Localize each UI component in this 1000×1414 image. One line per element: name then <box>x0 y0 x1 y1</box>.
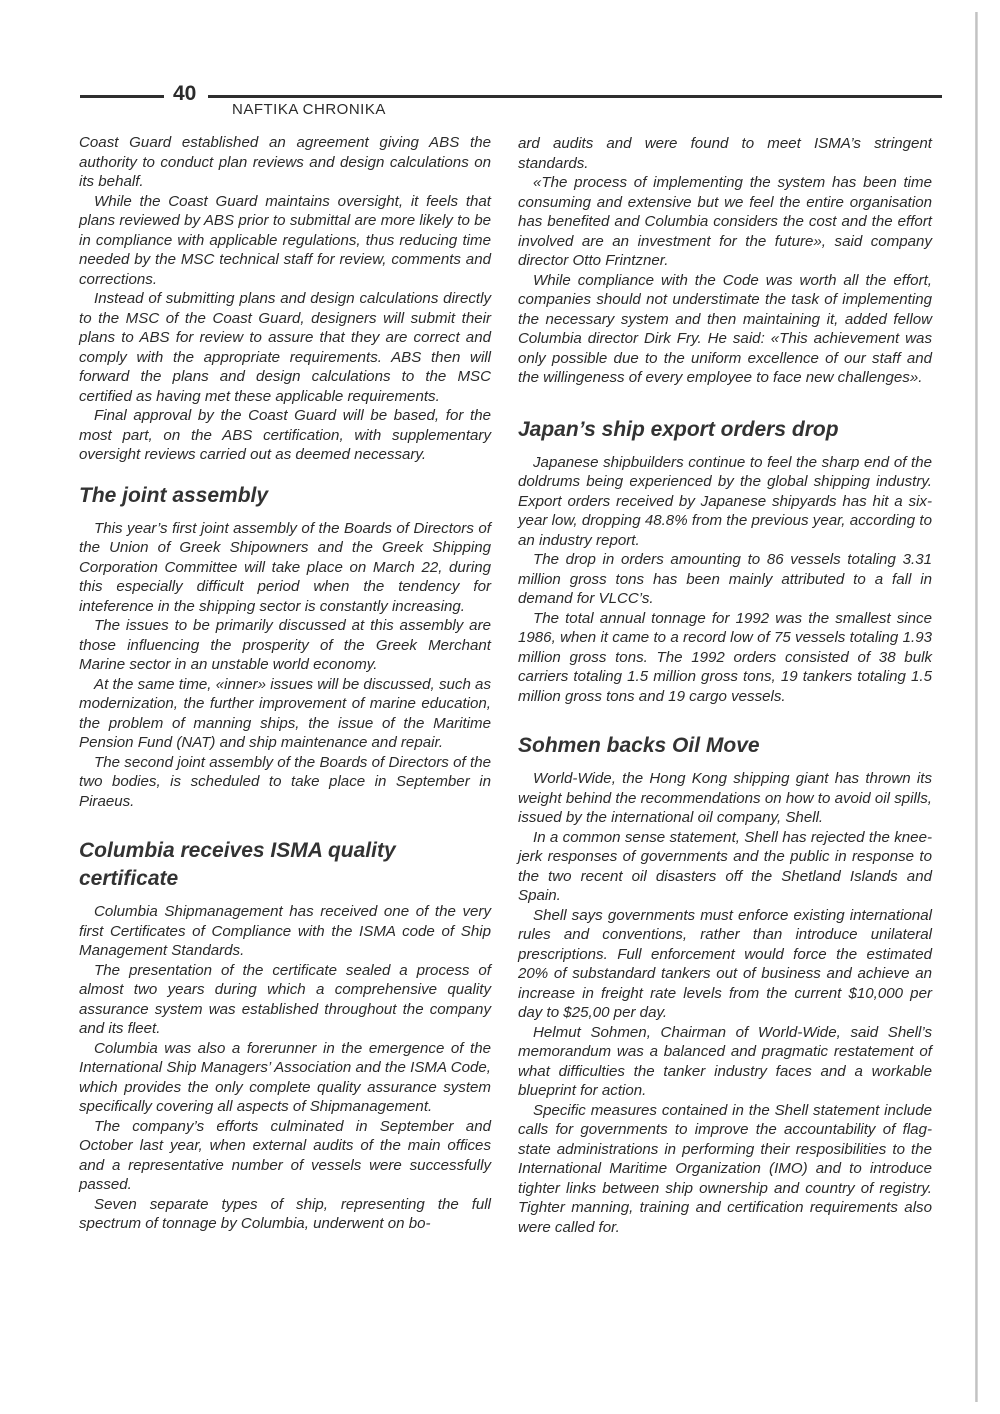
paragraph: Specific measures contained in the Shell statement include calls for governments to improve the accountability of flag-state administrations in performing their resposibilities to the International Maritime Organization (IMO) and to introduce tighter links between ship ownership and country of registry. Tighter manning, training and certification requirements also were called for. <box>518 1101 932 1236</box>
left-column <box>79 133 491 1234</box>
paragraph: The drop in orders amounting to 86 vessels totaling 3.31 million gross tons has been mainly attributed to a fall in demand for VLCC’s. <box>518 551 932 607</box>
paragraph: The presentation of the certificate sealed a process of almost two years during which a comprehensive quality assurance system was established throughout the company and its fleet. <box>79 961 491 1037</box>
header-rule-right <box>208 95 942 98</box>
paragraph: Coast Guard established an agreement giving ABS the authority to conduct plan reviews and design calculations on its behalf. <box>79 134 491 190</box>
paragraph: «The process of implementing the system has been time consuming and extensive but we feel the entire organisation has benefited and Columbia considers the cost and the effort involved are an investment for the future», said company director Otto Frintzner. <box>518 174 932 269</box>
paragraph: Shell says governments must enforce existing international rules and conventions, rather than introduce unilateral prescriptions. Full enforcement would force the estimated 20% of substandard tankers out of business and achieve an increase in freight rate levels from the current $10,000 per day to $25,00 per day. <box>518 906 932 1021</box>
paragraph: Instead of submitting plans and design calculations directly to the MSC of the Coast Guard, designers will submit their plans to ABS for review to assure that they are correct and comply with the appropriate requirements. ABS then will forward the plans and design calculations to the MSC certified as having met these applicable requirements. <box>79 290 491 405</box>
paragraph: ard audits and were found to meet ISMA’s stringent standards. <box>518 135 932 172</box>
paragraph: At the same time, «inner» issues will be discussed, such as modernization, the further improvement of marine education, the problem of manning ships, the issue of the Maritime Pension Fund (NAT) and ship maintenance and repair. <box>79 675 491 751</box>
paragraph: Japanese shipbuilders continue to feel the sharp end of the doldrums being experienced by the global shipping industry. Export orders received by Japanese shipyards has hit a six-year low, dropping 48.8% from the previous year, according to an industry report. <box>518 453 932 549</box>
article-columbia-continued <box>518 134 932 388</box>
article-abs-continued <box>79 133 491 465</box>
paragraph: While the Coast Guard maintains oversight, it feels that plans reviewed by ABS prior to submittal are more likely to be in compliance with applicable regulations, thus reducing time needed by the MSC technical staff for review, comments and corrections. <box>79 192 491 288</box>
paragraph: Columbia was also a forerunner in the emergence of the International Ship Managers’ Association and the ISMA Code, which provides the only complete quality assurance system specifically covering all aspects of Shipmanagement. <box>79 1039 491 1115</box>
paragraph: Helmut Sohmen, Chairman of World-Wide, said Shell’s memorandum was a balanced and pragmatic restatement of what difficulties the tanker industry faces and a workable blueprint for action. <box>518 1023 932 1099</box>
paragraph: World-Wide, the Hong Kong shipping giant has thrown its weight behind the recommendations on how to avoid oil spills, issued by the international oil company, Shell. <box>518 770 932 826</box>
paragraph: The issues to be primarily discussed at this assembly are those influencing the prosperity of the Greek Merchant Marine sector in an unstable world economy. <box>79 617 491 673</box>
article-columbia <box>79 837 491 1234</box>
article-japan <box>518 416 932 707</box>
paragraph: The second joint assembly of the Boards of Directors of the two bodies, is scheduled to take place in September in Piraeus. <box>79 753 491 810</box>
publication-title: NAFTIKA CHRONIKA <box>232 101 386 118</box>
article-heading: The joint assembly <box>79 483 269 507</box>
paragraph: The total annual tonnage for 1992 was the smallest since 1986, when it came to a record low of 75 vessels totaling 1.93 million gross tons. The 1992 orders consisted of 38 bulk carriers totaling 1.5 million gross tons, 19 tankers totaling 1.5 million gross tons and 19 cargo vessels. <box>518 609 932 705</box>
paragraph: The company’s efforts culminated in September and October last year, when external audits of the main offices and a representative number of vessels were successfully passed. <box>79 1117 491 1193</box>
article-heading: Columbia receives ISMA quality certificate <box>79 839 396 890</box>
paragraph: This year’s first joint assembly of the Boards of Directors of the Union of Greek Shipowners and the Greek Shipping Corporation Committee will take place on March 22, during this especially difficult period when the tendency for inteference in the shipping sector is constantly increasing. <box>79 519 491 615</box>
right-column <box>518 134 932 1237</box>
article-joint-assembly <box>79 482 491 812</box>
paragraph: In a common sense statement, Shell has rejected the knee-jerk responses of governments and the public in response to the two recent oil disasters off the Shetland Islands and Spain. <box>518 828 932 904</box>
page-number: 40 <box>173 82 197 105</box>
article-sohmen <box>518 732 932 1237</box>
paragraph: Columbia Shipmanagement has received one of the very first Certificates of Compliance with the ISMA code of Ship Management Standards. <box>79 903 491 959</box>
paragraph: Final approval by the Coast Guard will be based, for the most part, on the ABS certification, with supplementary oversight reviews carried out as deemed necessary. <box>79 407 491 463</box>
paragraph: Seven separate types of ship, representing the full spectrum of tonnage by Columbia, underwent on bo- <box>79 1195 491 1232</box>
article-heading: Sohmen backs Oil Move <box>518 734 760 757</box>
article-heading: Japan’s ship export orders drop <box>518 417 839 441</box>
header-rule-left <box>80 95 164 98</box>
paragraph: While compliance with the Code was worth all the effort, companies should not understimate the task of implementing the necessary system and then maintaining it, added fellow Columbia director Dirk Fry. He said: «This achievement was only possible due to the uniform excellence of our staff and the willingeness of every employee to face new challenges». <box>518 271 932 386</box>
page-edge-shadow <box>975 12 978 1402</box>
